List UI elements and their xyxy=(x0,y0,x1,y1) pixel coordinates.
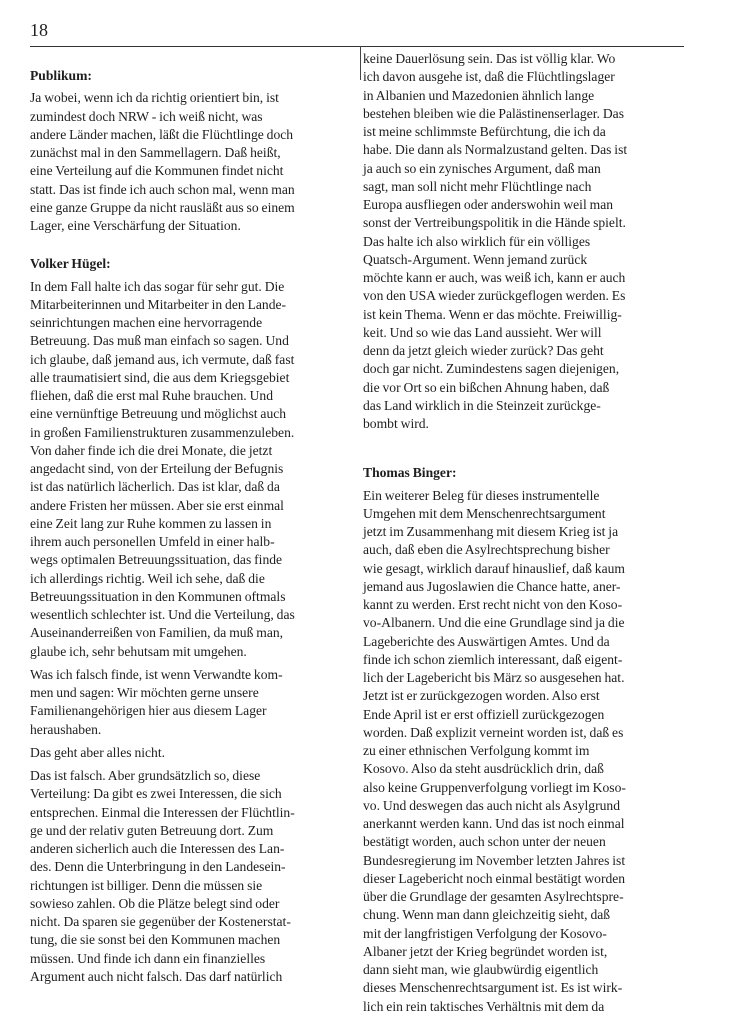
text-line: men und sagen: Wir möchten gerne unsere xyxy=(30,685,259,700)
speaker-name: Volker Hügel: xyxy=(30,256,111,272)
text-line: Lager, eine Verschärfung der Situation. xyxy=(30,218,241,233)
text-line: Mitarbeiterinnen und Mitarbeiter in den Lande- xyxy=(30,296,287,312)
text-line: Was ich falsch finde, ist wenn Verwandte kom- xyxy=(30,666,283,682)
text-line: glaube ich, sehr behutsam mit umgehen. xyxy=(30,643,247,659)
text-line: eine vernünftige Betreuung und möglichst auch xyxy=(30,406,287,422)
text-line: Argument auch nicht falsch. Das darf natürlich xyxy=(30,968,283,984)
text-line: alle traumatisiert sind, die aus dem Kriegsgebiet xyxy=(30,369,290,385)
text-line: Lageberichte des Auswärtigen Amtes. Und da xyxy=(363,633,610,649)
text-line: Albaner jetzt der Krieg begründet worden ist, xyxy=(363,943,608,959)
text-line: sagt, man soll nicht mehr Flüchtlinge nach xyxy=(363,178,592,194)
text-line: sowieso zahlen. Ob die Plätze belegt sind oder xyxy=(30,895,280,911)
text-line: Das ist falsch. Aber grundsätzlich so, diese xyxy=(30,768,261,783)
speaker-block xyxy=(30,67,355,235)
text-line: die vor Ort so ein bißchen Ahnung haben, daß xyxy=(363,379,610,395)
text-line: dieser Lagebericht noch einmal bestätigt worden xyxy=(363,870,626,886)
text-line: dieses Menschenrechtsargument ist. Es ist wirk- xyxy=(363,980,623,996)
paragraph xyxy=(30,89,355,235)
text-line: bestätigt worden, auch schon unter der neuen xyxy=(363,834,606,850)
right-column xyxy=(363,50,685,1021)
text-line: bombt wird. xyxy=(363,416,429,431)
text-line: Jetzt ist er zurückgezogen worden. Also erst xyxy=(363,688,600,704)
text-line: Kosovo. Also da steht ausdrücklich drin, daß xyxy=(363,761,604,777)
text-line: zumindest doch NRW - ich weiß nicht, was xyxy=(30,108,263,124)
text-line: ihrem auch personellen Umfeld in einer halb- xyxy=(30,534,275,549)
text-line: in großen Familienstrukturen zusammenzuleben. xyxy=(30,424,295,440)
text-line: vo-Albanern. Und die eine Grundlage sind ja die xyxy=(363,615,625,631)
text-line: eine ganze Gruppe da nicht rausläßt aus so einem xyxy=(30,199,295,215)
text-line: keine Dauerlösung sein. Das ist völlig klar. Wo xyxy=(363,51,616,66)
speaker-block xyxy=(363,50,685,433)
text-line: Das geht aber alles nicht. xyxy=(30,744,166,760)
paragraph xyxy=(363,487,685,1016)
text-line: angedacht sind, von der Erteilung der Befugnis xyxy=(30,461,284,476)
block-gap xyxy=(363,438,685,464)
text-line: wegs optimalen Betreuungssituation, das finde xyxy=(30,552,283,568)
paragraph xyxy=(363,50,685,433)
column-divider xyxy=(360,46,361,80)
text-line: auch, daß eben die Asylrechtsprechung bisher xyxy=(363,542,610,558)
text-line: Ein weiterer Beleg für dieses instrumentelle xyxy=(363,487,600,503)
text-line: worden. Daß explizit verneint worden ist, daß es xyxy=(363,724,624,740)
header-rule xyxy=(30,46,684,47)
text-line: seinrichtungen machen eine hervorragende xyxy=(30,315,263,330)
text-line: jetzt im Zusammenhang mit diesem Krieg ist ja xyxy=(363,524,619,539)
text-line: Ende April ist er erst offiziell zurückgezogen xyxy=(363,706,605,722)
speaker-block xyxy=(30,255,355,986)
paragraph xyxy=(30,744,355,762)
paragraph xyxy=(30,767,355,986)
text-line: ich davon ausgehe ist, daß die Flüchtlingslager xyxy=(363,69,615,85)
text-line: doch gar nicht. Zumindestens sagen diejenigen, xyxy=(363,361,620,377)
text-line: vo. Und deswegen das auch nicht als Asylgrund xyxy=(363,797,620,813)
text-line: des. Denn die Unterbringung in den Landesein- xyxy=(30,859,286,875)
text-line: Europa ausfliegen oder anderswohin weil man xyxy=(363,197,614,212)
text-line: nicht. Da sparen sie gegenüber der Kostenerstat- xyxy=(30,914,291,929)
text-line: jemand aus Jugoslawien die Chance hatte, aner- xyxy=(363,578,621,594)
text-line: denn da jetzt gleich wieder zurück? Das geht xyxy=(363,343,604,358)
text-line: Bundesregierung im November letzten Jahres ist xyxy=(363,852,626,868)
text-line: fliehen, daß die erst mal Ruhe brauchen. Und xyxy=(30,388,273,403)
text-line: lich der Lagebericht bis März so ausgesehen hat. xyxy=(363,670,625,685)
text-line: ist meine schlimmste Befürchtung, die ich da xyxy=(363,124,606,139)
text-line: ist das natürlich lächerlich. Das ist klar, daß da xyxy=(30,479,280,495)
text-line: wie gesagt, wirklich darauf hinauslief, daß kaum xyxy=(363,560,625,576)
text-line: bestehen bleiben wie die Palästinenserlager. Das xyxy=(363,105,624,121)
text-line: tung, die sie sonst bei den Kommunen machen xyxy=(30,932,281,948)
text-line: von den USA wieder zurückgeflogen werden. Es xyxy=(363,288,626,304)
paragraph xyxy=(30,666,355,739)
text-line: zu einer ethnischen Verfolgung kommt im xyxy=(363,743,590,758)
text-line: möchte kann er auch, was weiß ich, kann er auch xyxy=(363,270,626,285)
text-line: also keine Gruppenverfolgung vorliegt im Koso- xyxy=(363,779,626,795)
text-line: das Land wirklich in die Steinzeit zurückge- xyxy=(363,397,601,413)
text-line: richtungen ist billiger. Denn die müssen sie xyxy=(30,877,263,893)
text-line: In dem Fall halte ich das sogar für sehr gut. Die xyxy=(30,278,285,294)
text-line: Ja wobei, wenn ich da richtig orientiert bin, ist xyxy=(30,90,279,106)
text-line: zunächst mal in den Sammellagern. Daß heißt, xyxy=(30,145,281,160)
text-line: anerkannt werden kann. Und das ist noch einmal xyxy=(363,816,625,831)
text-line: entsprechen. Einmal die Interessen der Flüchtlin- xyxy=(30,804,295,820)
text-line: andere Fristen her müssen. Aber sie erst einmal xyxy=(30,497,284,513)
text-line: ich allerdings richtig. Weil ich sehe, daß die xyxy=(30,570,265,586)
text-line: dann sieht man, wie glaubwürdig eigentlich xyxy=(363,962,599,977)
text-line: mit der langfristigen Verfolgung der Kosovo- xyxy=(363,925,607,941)
text-line: anderen sicherlich auch die Interessen des Lan- xyxy=(30,841,285,856)
text-line: finde ich schon ziemlich interessant, daß eigent- xyxy=(363,651,623,667)
text-line: keit. Und so wie das Land aussieht. Wer will xyxy=(363,324,602,340)
speaker-name: Publikum: xyxy=(30,68,92,83)
text-line: Umgehen mit dem Menschenrechtsargument xyxy=(363,505,606,521)
text-line: ist kein Thema. Wenn er das möchte. Freiwillig- xyxy=(363,306,622,322)
speaker-name: Thomas Binger: xyxy=(363,465,457,481)
page-number: 18 xyxy=(30,20,48,40)
text-line: chung. Wenn man dann gleichzeitig sieht, daß xyxy=(363,907,611,923)
text-line: Das halte ich also wirklich für ein völliges xyxy=(363,233,591,249)
text-line: Quatsch-Argument. Wenn jemand zurück xyxy=(363,251,588,267)
text-line: Familienangehörigen hier aus diesem Lager xyxy=(30,703,267,719)
text-line: lich ein rein taktisches Verhältnis mit dem da xyxy=(363,998,605,1014)
text-line: über die Grundlage der gesamten Asylrechtspre- xyxy=(363,889,624,904)
block-gap xyxy=(30,240,355,255)
text-line: habe. Die dann als Normalzustand gelten. Das ist xyxy=(363,142,628,158)
text-line: in Albanien und Mazedonien ähnlich lange xyxy=(363,87,595,103)
text-line: Auseinanderreißen von Familien, da muß man, xyxy=(30,625,284,641)
text-line: wesentlich schlechter ist. Und die Verteilung, das xyxy=(30,607,295,622)
paragraph xyxy=(30,278,355,661)
text-line: ge und der relativ guten Betreuung dort. Zum xyxy=(30,822,274,838)
text-line: müssen. Und finde ich dann ein finanzielles xyxy=(30,950,266,966)
text-line: Betreuung. Das muß man einfach so sagen. Und xyxy=(30,333,289,349)
text-line: sonst der Vertreibungspolitik in die Hände spielt. xyxy=(363,215,626,231)
text-line: Verteilung: Da gibt es zwei Interessen, die sich xyxy=(30,786,282,802)
left-column xyxy=(30,50,355,991)
text-line: Von daher finde ich die drei Monate, die jetzt xyxy=(30,442,273,458)
speaker-block xyxy=(363,464,685,1016)
text-line: ja auch so ein zynisches Argument, daß man xyxy=(363,160,601,176)
text-line: ich glaube, daß jemand aus, ich vermute, daß fast xyxy=(30,351,295,367)
text-line: statt. Das ist finde ich auch schon mal, wenn man xyxy=(30,181,295,197)
text-line: eine Zeit lang zur Ruhe kommen zu lassen in xyxy=(30,515,272,531)
text-line: heraushaben. xyxy=(30,721,102,737)
text-line: eine Verteilung auf die Kommunen findet nicht xyxy=(30,163,284,179)
text-line: kannt zu werden. Erst recht nicht von den Koso- xyxy=(363,597,623,612)
text-line: Betreuungssituation in den Kommunen oftmals xyxy=(30,588,286,604)
text-line: andere Länder machen, läßt die Flüchtlinge doch xyxy=(30,126,294,142)
